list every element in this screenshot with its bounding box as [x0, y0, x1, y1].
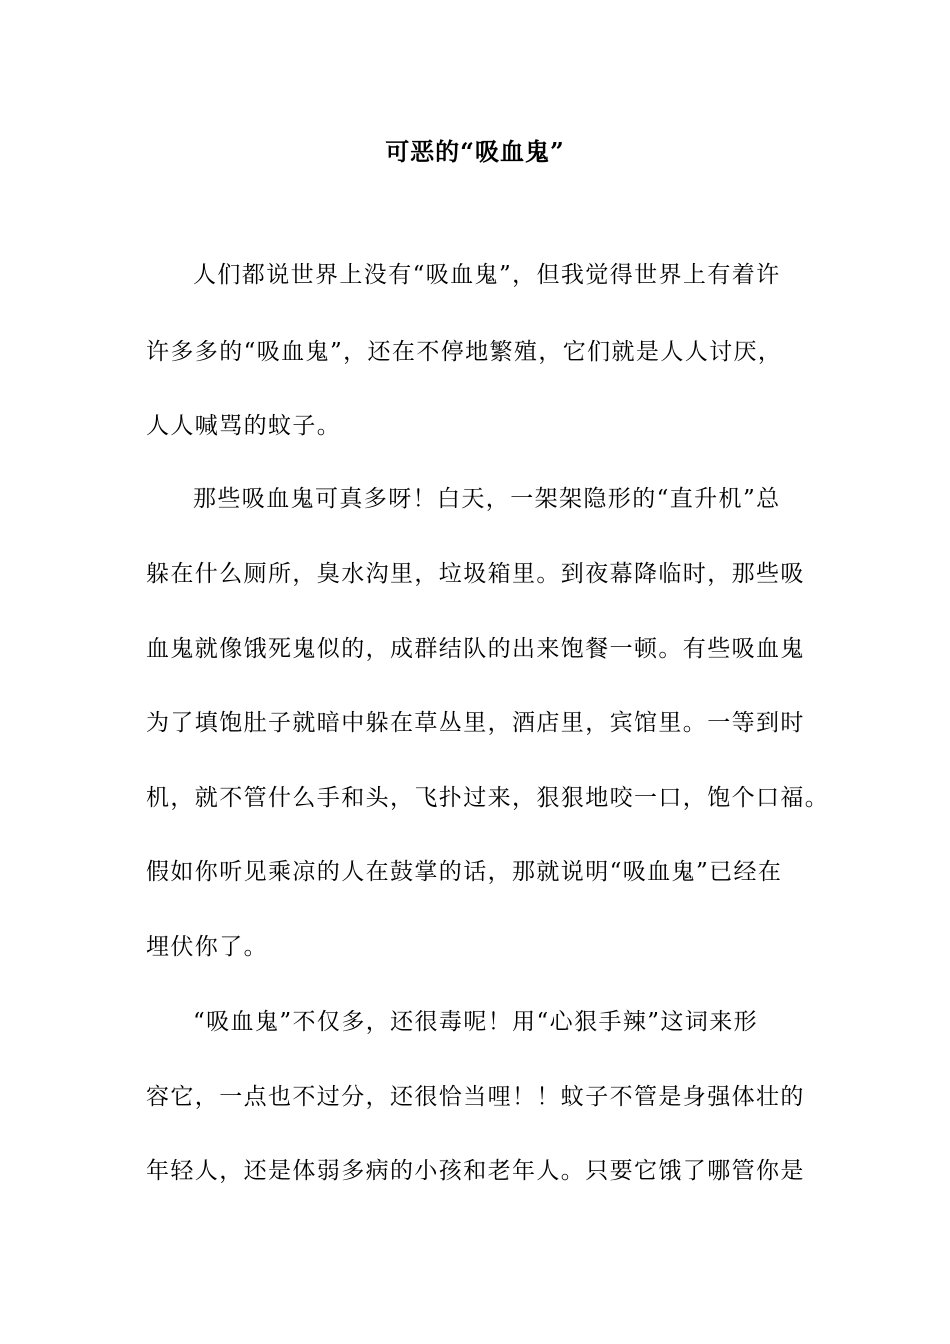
- paragraph-2-line-5: 机，就不管什么手和头，飞扑过来，狠狠地咬一口，饱个口福。: [146, 785, 830, 811]
- paragraph-2-line-4: 为了填饱肚子就暗中躲在草丛里，酒店里，宾馆里。一等到时: [146, 710, 805, 736]
- document-title: 可恶的“吸血鬼”: [385, 137, 565, 166]
- paragraph-3-line-3: 年轻人，还是体弱多病的小孩和老年人。只要它饿了哪管你是: [146, 1158, 805, 1184]
- paragraph-3-line-1: “吸血鬼”不仅多，还很毒呢！用“心狠手辣”这词来形: [193, 1009, 759, 1035]
- paragraph-1-line-1: 人们都说世界上没有“吸血鬼”，但我觉得世界上有着许: [193, 262, 781, 288]
- paragraph-2-line-7: 埋伏你了。: [146, 934, 268, 960]
- paragraph-2-line-1: 那些吸血鬼可真多呀！白天，一架架隐形的“直升机”总: [193, 486, 781, 512]
- paragraph-2-line-6: 假如你听见乘凉的人在鼓掌的话，那就说明“吸血鬼”已经在: [146, 859, 783, 885]
- paragraph-1-line-2: 许多多的“吸血鬼”，还在不停地繁殖，它们就是人人讨厌，: [146, 339, 783, 365]
- paragraph-2-line-2: 躲在什么厕所，臭水沟里，垃圾箱里。到夜幕降临时，那些吸: [146, 561, 805, 587]
- paragraph-2-line-3: 血鬼就像饿死鬼似的，成群结队的出来饱餐一顿。有些吸血鬼: [146, 636, 805, 662]
- paragraph-3-line-2: 容它，一点也不过分，还很恰当哩！！蚊子不管是身强体壮的: [146, 1084, 805, 1110]
- paragraph-1-line-3: 人人喊骂的蚊子。: [146, 413, 342, 439]
